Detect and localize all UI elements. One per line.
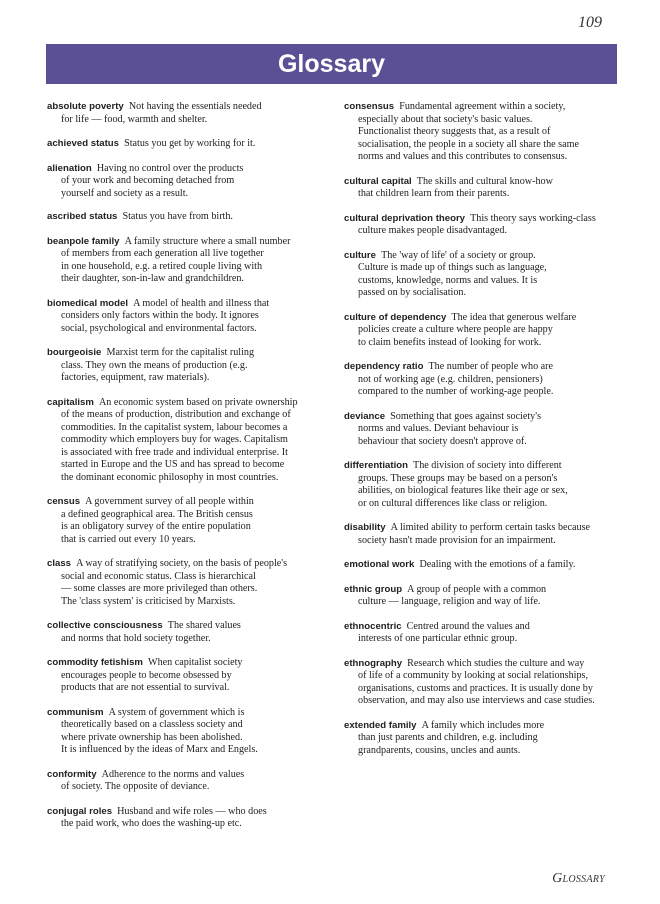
- definition-text: Something that goes against society's: [390, 410, 542, 422]
- glossary-term: absolute poverty: [47, 101, 124, 112]
- definition-line: [47, 397, 317, 410]
- definition-line: [344, 621, 619, 634]
- definition-line: of your work and becoming detached from: [61, 175, 235, 186]
- glossary-term: class: [47, 558, 72, 569]
- glossary-term: ethnic group: [344, 583, 403, 595]
- definition-line: organisations, customs and practices. It is usually done by: [358, 682, 593, 694]
- definition-line: norms and values. Deviant behaviour is: [358, 423, 519, 434]
- definition-line: commodity which employers buy for wages. Capitalism: [61, 434, 288, 445]
- definition-line: [344, 176, 619, 189]
- definition-line: [47, 101, 317, 114]
- definition-text: The number of people who are: [428, 361, 554, 372]
- definition-text: Adherence to the norms and values: [101, 768, 245, 780]
- definition-line: [344, 522, 619, 535]
- definition-line: [344, 213, 619, 226]
- definition-line: theoretically based on a classless society and: [61, 719, 243, 730]
- definition-line: of life of a community by looking at social relationships,: [358, 670, 589, 681]
- definition-line: [47, 558, 317, 571]
- glossary-entry: [344, 522, 619, 547]
- definition-text: An economic system based on private ownership: [99, 396, 298, 408]
- definition-line: factories, equipment, raw materials).: [61, 372, 210, 383]
- definition-line: to claim benefits instead of looking for work.: [358, 336, 542, 348]
- definition-text: Fundamental agreement within a society,: [399, 101, 566, 112]
- definition-line: encourages people to become obsessed by: [61, 669, 232, 681]
- definition-text: Research which studies the culture and way: [407, 657, 585, 669]
- definition-line: policies create a culture where people are happy: [358, 324, 553, 335]
- glossary-entry: [47, 138, 317, 151]
- glossary-term: collective consciousness: [47, 620, 163, 631]
- glossary-term: census: [47, 496, 81, 507]
- definition-line: [344, 101, 619, 114]
- definition-line: abilities, on biological features like their age or sex,: [358, 485, 568, 496]
- definition-line: [47, 163, 317, 176]
- definition-text: Status you have from birth.: [122, 211, 233, 222]
- definition-line: [344, 658, 619, 671]
- definition-line: [47, 138, 317, 151]
- definition-text: Having no control over the products: [96, 162, 244, 174]
- footer-label: Glossary: [552, 871, 605, 886]
- glossary-entry: [344, 176, 619, 201]
- definition-line: [344, 250, 619, 263]
- glossary-entry: [47, 101, 317, 126]
- glossary-term: ascribed status: [47, 211, 118, 222]
- definition-line: and norms that hold society together.: [61, 632, 211, 644]
- definition-text: A system of government which is: [108, 706, 245, 718]
- definition-line: that children learn from their parents.: [358, 188, 510, 199]
- definition-line: especially about that society's basic values.: [358, 113, 533, 125]
- definition-line: [47, 298, 317, 311]
- definition-line: of members from each generation all live together: [61, 248, 264, 259]
- definition-line: of society. The opposite of deviance.: [61, 781, 210, 792]
- definition-line: not of working age (e.g. children, pensioners): [358, 373, 543, 385]
- glossary-term: capitalism: [47, 396, 94, 408]
- definition-line: [47, 707, 317, 720]
- definition-line: Functionalist theory suggests that, as a result of: [358, 126, 551, 137]
- glossary-entry: [47, 298, 317, 336]
- definition-text: When capitalist society: [148, 657, 243, 668]
- definition-text: Marxist term for the capitalist ruling: [106, 347, 255, 358]
- definition-line: where private ownership has been abolished.: [61, 731, 243, 743]
- glossary-entry: [47, 657, 317, 695]
- definition-line: [47, 496, 317, 509]
- glossary-entry: [47, 558, 317, 608]
- definition-text: Husband and wife roles — who does: [117, 805, 267, 817]
- glossary-entry: [344, 584, 619, 609]
- definition-line: [344, 584, 619, 597]
- definition-text: A government survey of all people within: [85, 496, 254, 507]
- definition-line: products that are not essential to survival.: [61, 682, 230, 693]
- glossary-entry: [47, 620, 317, 645]
- glossary-entry: [344, 361, 619, 399]
- glossary-entry: [344, 460, 619, 510]
- definition-line: — some classes are more privileged than others.: [61, 583, 258, 594]
- definition-line: the dominant economic philosophy in most countries.: [61, 471, 279, 483]
- glossary-entry: [344, 559, 619, 572]
- glossary-entry: [344, 213, 619, 238]
- definition-line: started in Europe and the US and has spread to become: [61, 459, 285, 470]
- glossary-column-left: [47, 101, 317, 831]
- definition-text: The skills and cultural know-how: [416, 175, 553, 187]
- glossary-entry: [47, 236, 317, 286]
- definition-line: [344, 720, 619, 733]
- glossary-entry: [47, 211, 317, 224]
- definition-line: The 'class system' is criticised by Marxists.: [61, 595, 236, 607]
- definition-text: Status you get by working for it.: [124, 138, 256, 149]
- glossary-entry: [344, 101, 619, 164]
- glossary-entry: [47, 397, 317, 485]
- definition-line: yourself and society as a result.: [61, 187, 189, 199]
- definition-line: It is influenced by the ideas of Marx and Engels.: [61, 744, 258, 755]
- definition-line: observation, and may also use interviews and case studies.: [358, 695, 595, 706]
- definition-line: [344, 312, 619, 325]
- definition-text: Dealing with the emotions of a family.: [419, 559, 576, 570]
- glossary-term: culture: [344, 249, 376, 261]
- definition-line: social and economic status. Class is hierarchical: [61, 570, 256, 582]
- glossary-term: conformity: [47, 768, 97, 780]
- definition-text: A family which includes more: [421, 719, 545, 731]
- definition-line: society hasn't made provision for an impairment.: [358, 534, 556, 546]
- definition-text: The division of society into different: [413, 460, 562, 471]
- definition-line: Culture is made up of things such as language,: [358, 262, 547, 273]
- definition-line: [47, 211, 317, 224]
- definition-line: culture — language, religion and way of life.: [358, 596, 541, 607]
- definition-line: [344, 411, 619, 424]
- glossary-term: dependency ratio: [344, 361, 424, 372]
- definition-line: groups. These groups may be based on a person's: [358, 472, 558, 484]
- glossary-term: ethnography: [344, 657, 403, 669]
- definition-line: culture makes people disadvantaged.: [358, 225, 508, 236]
- definition-line: that is carried out every 10 years.: [61, 533, 196, 545]
- definition-line: [344, 460, 619, 473]
- glossary-column-right: [344, 101, 619, 757]
- glossary-entry: [344, 312, 619, 350]
- definition-line: [344, 361, 619, 374]
- glossary-term: cultural capital: [344, 175, 412, 187]
- definition-text: The shared values: [167, 620, 241, 631]
- definition-line: grandparents, cousins, uncles and aunts.: [358, 744, 521, 756]
- glossary-entry: [47, 769, 317, 794]
- definition-text: Centred around the values and: [406, 620, 530, 632]
- definition-line: a defined geographical area. The British census: [61, 508, 253, 520]
- glossary-entry: [344, 658, 619, 708]
- definition-text: A model of health and illness that: [133, 297, 270, 309]
- definition-line: [344, 559, 619, 572]
- glossary-term: commodity fetishism: [47, 657, 143, 668]
- glossary-entry: [344, 720, 619, 758]
- definition-text: A family structure where a small number: [124, 235, 291, 247]
- definition-text: A limited ability to perform certain tasks because: [390, 522, 591, 533]
- definition-line: or on cultural differences like class or religion.: [358, 497, 548, 509]
- glossary-term: extended family: [344, 719, 417, 731]
- definition-line: [47, 620, 317, 633]
- glossary-term: achieved status: [47, 138, 119, 149]
- title-banner: [46, 44, 617, 84]
- definition-line: compared to the number of working-age people.: [358, 386, 554, 397]
- definition-text: A way of stratifying society, on the basis of people's: [76, 558, 288, 569]
- glossary-term: consensus: [344, 101, 395, 112]
- definition-line: in one household, e.g. a retired couple living with: [61, 260, 263, 272]
- definition-text: A group of people with a common: [407, 583, 547, 595]
- definition-line: behaviour that society doesn't approve of.: [358, 435, 527, 447]
- definition-line: of the means of production, distribution and exchange of: [61, 409, 291, 420]
- glossary-entry: [344, 250, 619, 300]
- definition-text: This theory says working-class: [470, 212, 596, 224]
- glossary-term: communism: [47, 706, 104, 718]
- definition-line: is associated with free trade and individual enterprise. It: [61, 446, 288, 458]
- glossary-term: bourgeoisie: [47, 347, 102, 358]
- glossary-term: cultural deprivation theory: [344, 212, 466, 224]
- glossary-term: culture of dependency: [344, 311, 447, 323]
- page-number: 109: [578, 14, 602, 31]
- page-title: Glossary: [277, 49, 385, 78]
- definition-line: the paid work, who does the washing-up etc.: [61, 818, 242, 829]
- definition-line: interests of one particular ethnic group.: [358, 633, 518, 644]
- glossary-term: differentiation: [344, 460, 408, 471]
- glossary-entry: [344, 411, 619, 449]
- definition-line: for life — food, warmth and shelter.: [61, 113, 208, 125]
- definition-line: considers only factors within the body. It ignores: [61, 310, 259, 321]
- definition-line: than just parents and children, e.g. including: [358, 732, 538, 743]
- glossary-term: emotional work: [344, 559, 415, 570]
- definition-line: [47, 347, 317, 360]
- definition-line: their daughter, son-in-law and grandchildren.: [61, 273, 244, 284]
- glossary-entry: [47, 496, 317, 546]
- glossary-term: beanpole family: [47, 235, 120, 247]
- definition-line: commodities. In the capitalist system, labour becomes a: [61, 421, 288, 433]
- glossary-term: deviance: [344, 410, 386, 422]
- glossary-term: biomedical model: [47, 297, 129, 309]
- definition-line: passed on by socialisation.: [358, 287, 466, 298]
- definition-line: [47, 236, 317, 249]
- glossary-term: disability: [344, 522, 386, 533]
- definition-line: [47, 806, 317, 819]
- glossary-entry: [344, 621, 619, 646]
- definition-line: class. They own the means of production (e.g.: [61, 359, 248, 371]
- glossary-entry: [47, 806, 317, 831]
- glossary-entry: [47, 163, 317, 201]
- glossary-term: ethnocentric: [344, 620, 402, 632]
- definition-line: [47, 657, 317, 670]
- definition-text: Not having the essentials needed: [128, 101, 262, 112]
- glossary-entry: [47, 347, 317, 385]
- glossary-entry: [47, 707, 317, 757]
- definition-text: The idea that generous welfare: [451, 311, 577, 323]
- definition-line: norms and values and this contributes to consensus.: [358, 151, 568, 162]
- definition-line: social, psychological and environmental factors.: [61, 322, 257, 334]
- glossary-term: alienation: [47, 162, 92, 174]
- definition-line: is an obligatory survey of the entire population: [61, 521, 251, 532]
- definition-line: socialisation, the people in a society all share the same: [358, 138, 579, 150]
- definition-text: The 'way of life' of a society or group.: [381, 249, 536, 261]
- definition-line: [47, 769, 317, 782]
- definition-line: customs, knowledge, norms and values. It is: [358, 274, 538, 286]
- glossary-term: conjugal roles: [47, 805, 113, 817]
